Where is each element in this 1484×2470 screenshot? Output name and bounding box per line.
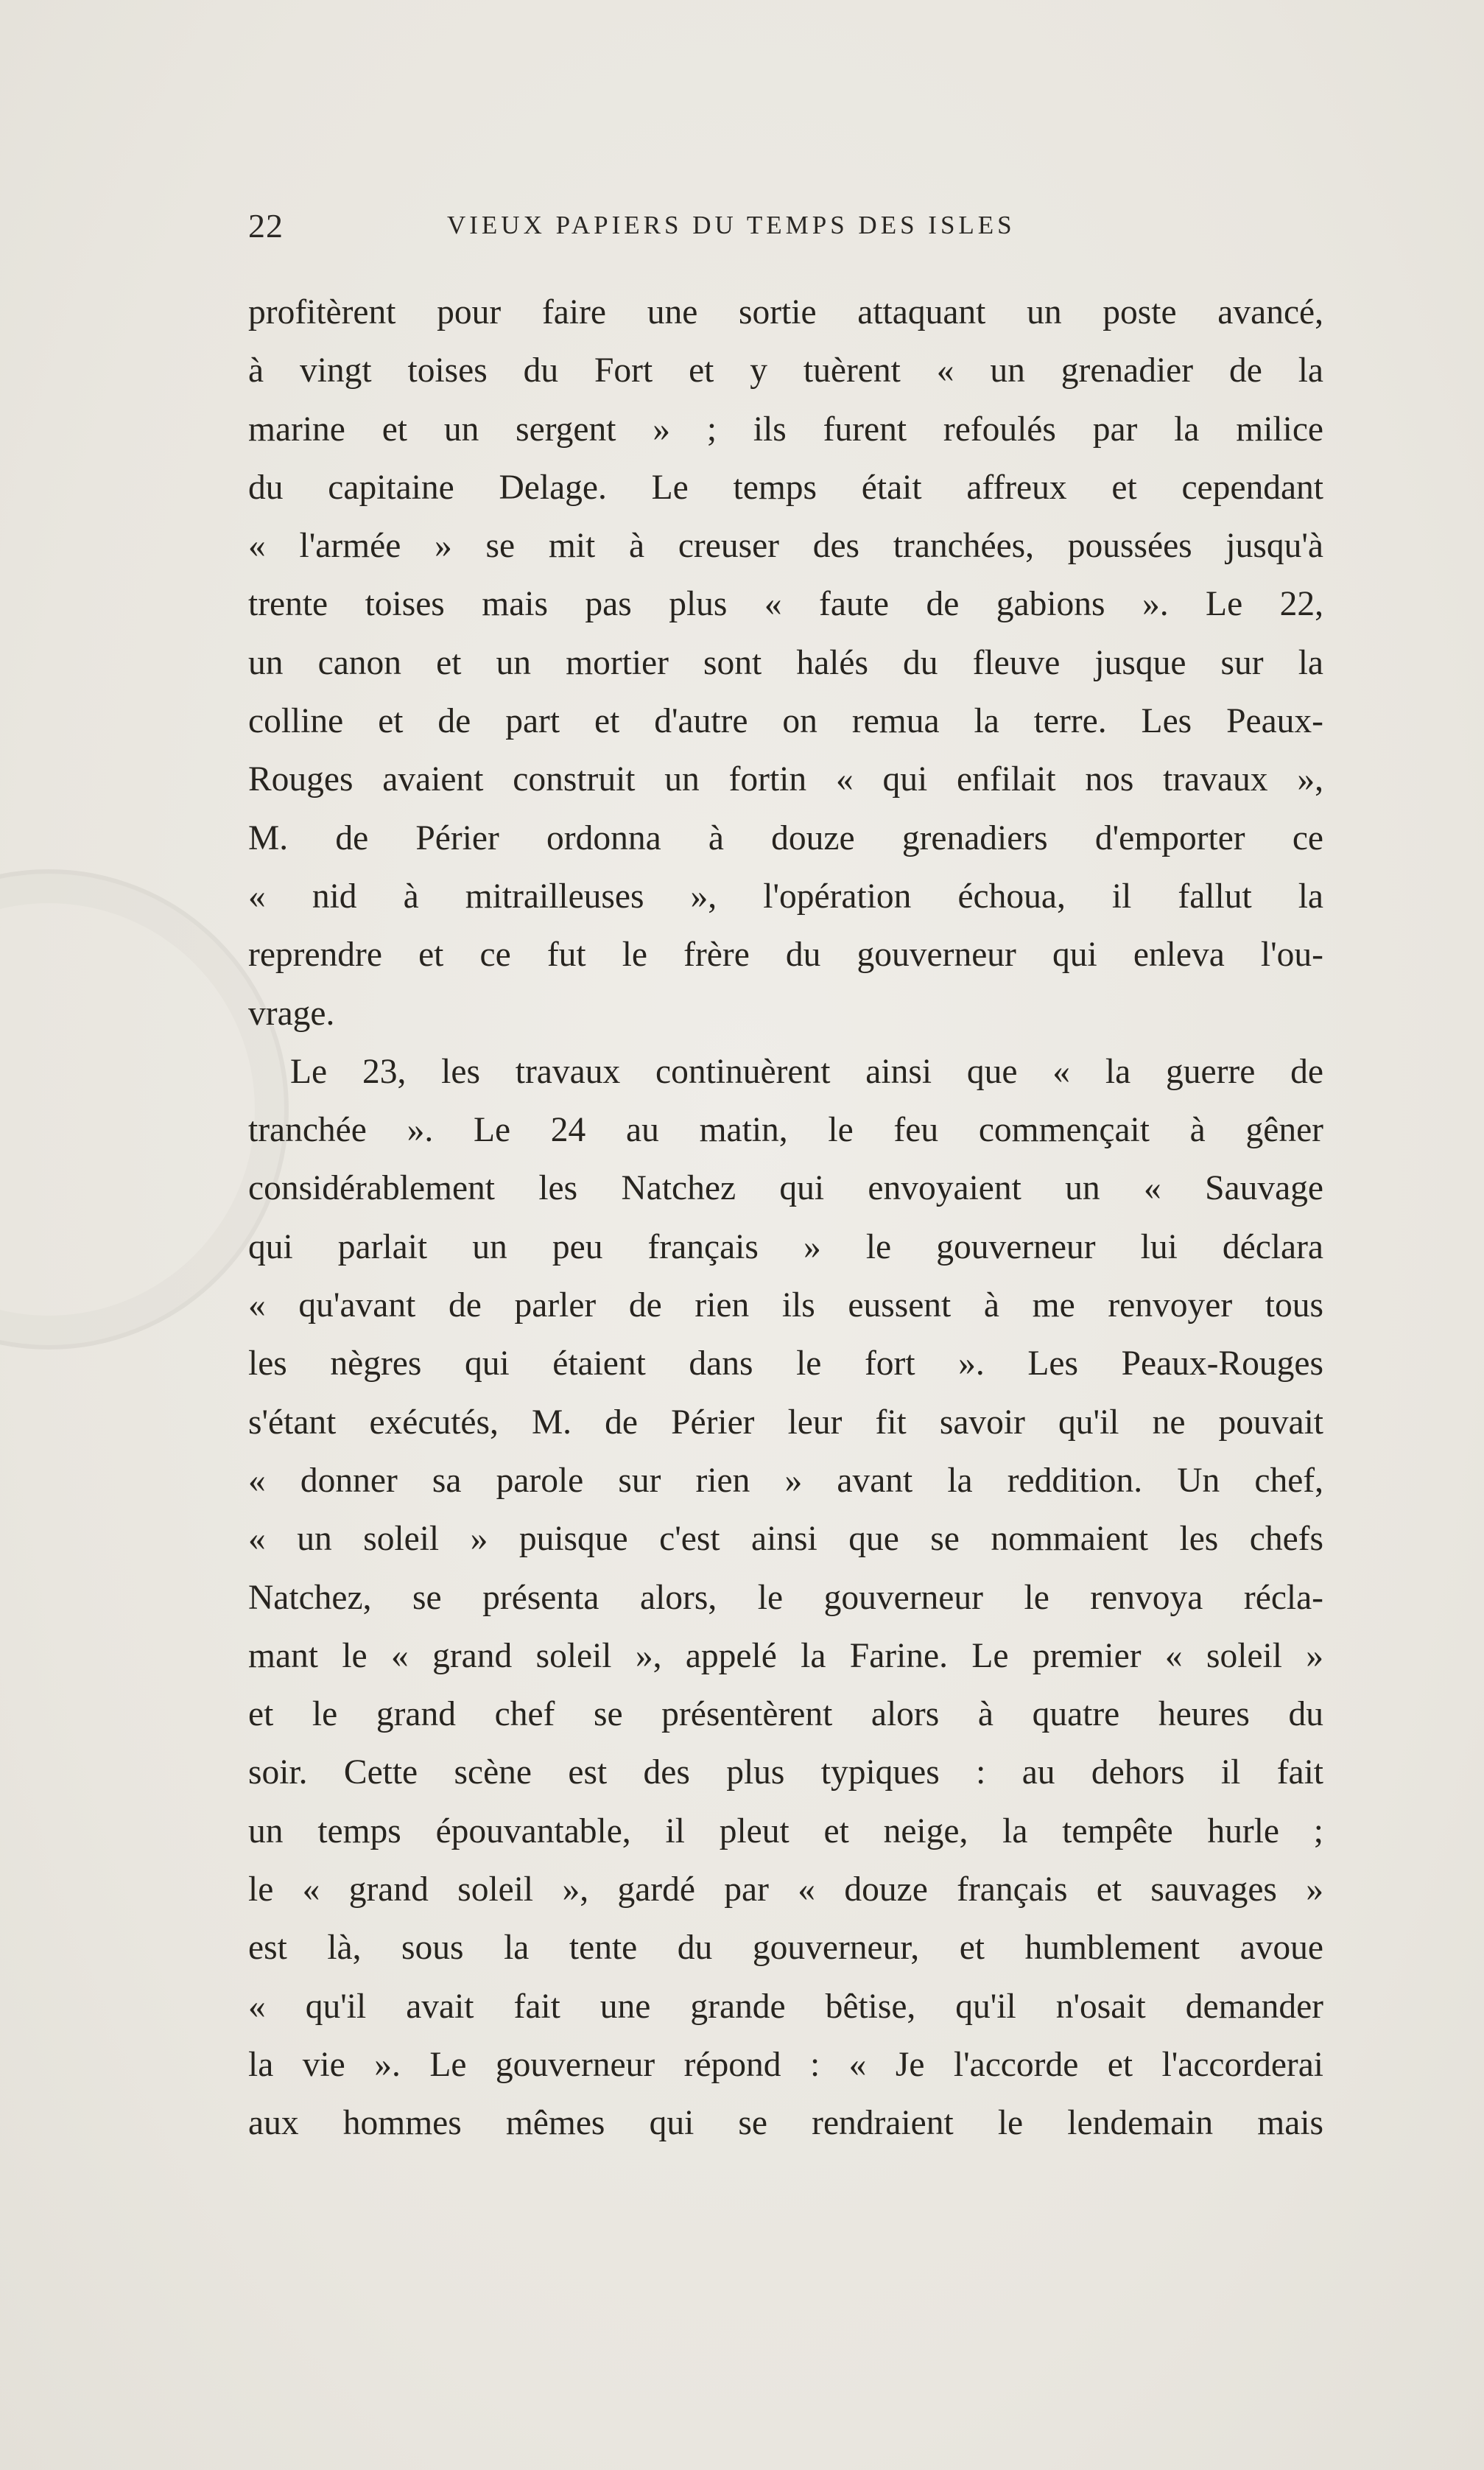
- text-line: soir. Cette scène est des plus typiques : au dehors il fait: [248, 1753, 1323, 1792]
- page-header: [248, 206, 1323, 250]
- text-line: marine et un sergent » ; ils furent refoulés par la milice: [248, 410, 1323, 449]
- text-line: à vingt toises du Fort et y tuèrent « un grenadier de la: [248, 351, 1323, 390]
- text-line: mant le « grand soleil », appelé la Farine. Le premier « soleil »: [248, 1636, 1323, 1675]
- text-line: Le 23, les travaux continuèrent ainsi que « la guerre de: [290, 1052, 1323, 1091]
- text-line: tranchée ». Le 24 au matin, le feu commençait à gêner: [248, 1111, 1323, 1150]
- text-line: trente toises mais pas plus « faute de gabions ». Le 22,: [248, 585, 1323, 624]
- text-line: s'étant exécutés, M. de Périer leur fit savoir qu'il ne pouvait: [248, 1403, 1323, 1442]
- text-line: la vie ». Le gouverneur répond : « Je l'accorde et l'accorderai: [248, 2045, 1323, 2084]
- text-line: et le grand chef se présentèrent alors à quatre heures du: [248, 1695, 1323, 1734]
- text-line: un temps épouvantable, il pleut et neige, la tempête hurle ;: [248, 1811, 1323, 1850]
- body-text: [248, 284, 1323, 2153]
- text-line: vrage.: [248, 994, 335, 1033]
- text-line: le « grand soleil », gardé par « douze français et sauvages »: [248, 1870, 1323, 1909]
- text-line: « un soleil » puisque c'est ainsi que se nommaient les chefs: [248, 1520, 1323, 1559]
- text-line: Rouges avaient construit un fortin « qui enfilait nos travaux »,: [248, 760, 1323, 799]
- text-line: aux hommes mêmes qui se rendraient le lendemain mais: [248, 2104, 1323, 2143]
- text-line: colline et de part et d'autre on remua la terre. Les Peaux-: [248, 702, 1323, 741]
- text-line: « donner sa parole sur rien » avant la reddition. Un chef,: [248, 1461, 1323, 1500]
- text-line: Natchez, se présenta alors, le gouverneur le renvoya récla-: [248, 1578, 1323, 1617]
- text-line: les nègres qui étaient dans le fort ». Les Peaux-Rouges: [248, 1344, 1323, 1383]
- page-number: 22: [248, 207, 284, 245]
- text-line: est là, sous la tente du gouverneur, et humblement avoue: [248, 1929, 1323, 1968]
- text-line: considérablement les Natchez qui envoyaient un « Sauvage: [248, 1169, 1323, 1208]
- text-line: du capitaine Delage. Le temps était affreux et cependant: [248, 468, 1323, 507]
- text-line: qui parlait un peu français » le gouverneur lui déclara: [248, 1227, 1323, 1266]
- text-line: « qu'il avait fait une grande bêtise, qu'il n'osait demander: [248, 1987, 1323, 2026]
- text-line: « l'armée » se mit à creuser des tranchées, poussées jusqu'à: [248, 527, 1323, 566]
- text-line: M. de Périer ordonna à douze grenadiers d'emporter ce: [248, 818, 1323, 857]
- text-line: « qu'avant de parler de rien ils eussent à me renvoyer tous: [248, 1286, 1323, 1325]
- running-title: VIEUX PAPIERS DU TEMPS DES ISLES: [447, 211, 1016, 239]
- text-line: « nid à mitrailleuses », l'opération échoua, il fallut la: [248, 877, 1323, 916]
- text-line: profitèrent pour faire une sortie attaquant un poste avancé,: [248, 293, 1323, 331]
- text-line: un canon et un mortier sont halés du fleuve jusque sur la: [248, 643, 1323, 682]
- faded-library-stamp: [0, 869, 289, 1350]
- text-line: reprendre et ce fut le frère du gouverneur qui enleva l'ou-: [248, 936, 1323, 975]
